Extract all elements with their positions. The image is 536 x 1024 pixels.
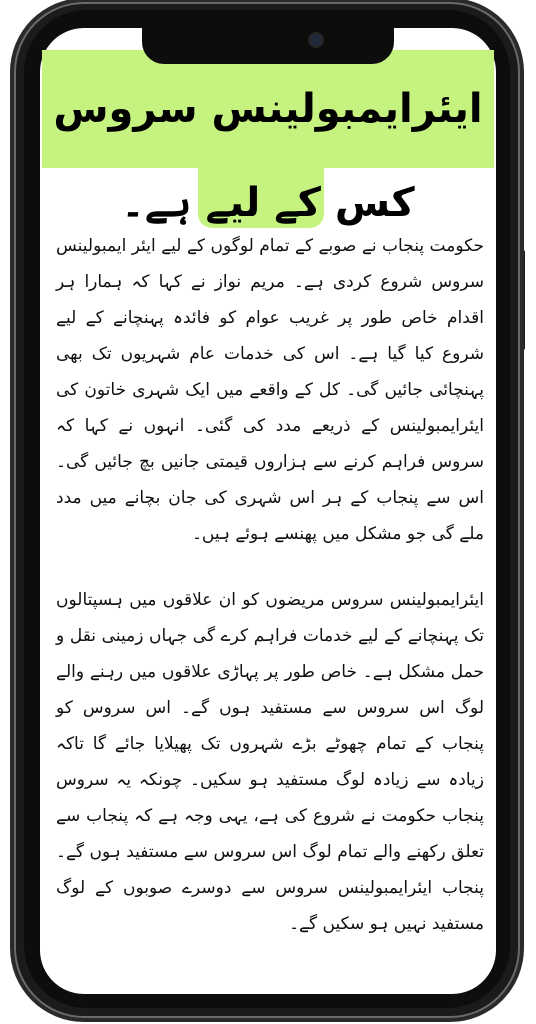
- article-title: ایئرایمبولینس سروس کس کے لیے ہے۔: [53, 86, 483, 226]
- phone-notch: [142, 28, 394, 64]
- phone-side-button: [520, 250, 525, 350]
- camera-icon: [310, 34, 322, 46]
- article-paragraph: ایئرایمبولینس سروس مریضوں کو ان علاقوں میں ہسپتالوں تک پہنچانے کے لیے خدمات فراہم کرے گی جہاں زمینی نقل و حمل مشکل ہے۔ خاص طور پر پہاڑی علاقوں میں رہنے والے لوگ اس سروس سے مستفید ہوں گے۔ اس سروس کو پنجاب کے تمام چھوٹے بڑے شہروں تک پھیلایا جائے گا تاکہ زیادہ سے زیادہ لوگ مستفید ہو سکیں۔ چونکہ یہ سروس پنجاب حکومت نے شروع کی ہے، یہی وجہ ہے کہ پنجاب سے تعلق رکھنے والے تمام لوگ اس سروس سے مستفید ہوں گے۔ پنجاب ایئرایمبولینس سروس سے دوسرے صوبوں کے لوگ مستفید نہیں ہو سکیں گے۔: [56, 590, 484, 934]
- article-paragraph: حکومت پنجاب نے صوبے کے تمام لوگوں کے لیے ایئر ایمبولینس سروس شروع کردی ہے۔ مریم نواز نے کہا کہ ہمارا ہر اقدام خاص طور پر غریب عوام کو فائدہ پہنچانے کے لیے شروع کیا گیا ہے۔ اس کی خدمات عام شہریوں تک بھی پہنچائی جائیں گی۔ کل کے واقعے میں ایک شہری خاتون کی ایئرایمبولینس کے ذریعے مدد کی گئی۔ انہوں نے کہا کہ سروس فراہم کرنے سے ہزاروں قیمتی جانیں بچ جائیں گی۔ اس سے پنجاب کے ہر اس شہری کی جان بچانے میں مدد ملے گی جو مشکل میں پھنسے ہوئے ہیں۔: [56, 236, 484, 544]
- article-body: [56, 228, 484, 972]
